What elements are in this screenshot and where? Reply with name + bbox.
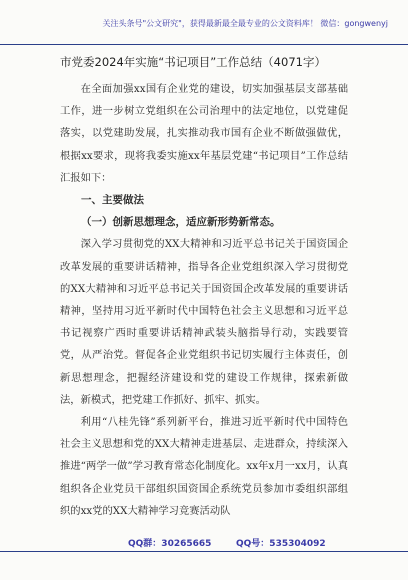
- intro-paragraph: 在全面加强xx国有企业党的建设，切实加强基层支部基础工作，进一步树立党组织在公司治理中的法定地位，以党建促落实，以党建助发展，扎实推动我市国有企业不断做强做优，根据xx要求，现将我委实施xx年基层党建“书记项目”工作总结汇报如下：: [60, 83, 348, 184]
- qq-number: QQ号：535304092: [236, 539, 326, 549]
- footer: [0, 534, 408, 552]
- qq-group: QQ群：30265665: [128, 539, 212, 549]
- header-band: [0, 14, 408, 45]
- footer-divider: [0, 551, 408, 552]
- header-notice: 关注头条号"公文研究"，获得最新最全最专业的公文资料库！ 微信：gongwenyj: [102, 19, 388, 28]
- document-title: 市党委2024年实施“书记项目”工作总结（4071字）: [60, 55, 326, 69]
- document-body: [60, 78, 348, 522]
- subsection-heading: （一）创新思想理念，适应新形势新常态。: [81, 216, 281, 229]
- body-paragraph: 利用“八桂先锋”系列新平台，推进习近平新时代中国特色社会主义思想和党的XX大精神走进基层、走进群众，持续深入推进“两学一做”学习教育常态化制度化。xx年x月一xx月，认真组织各企业党员干部组织国资国企系统党员参加市委组织部组织的xx党的XX大精神学习竞赛活动队: [60, 416, 348, 517]
- body-paragraph: 深入学习贯彻党的XX大精神和习近平总书记关于国资国企改革发展的重要讲话精神，指导各企业党组织深入学习贯彻党的XX大精神和习近平总书记关于国资国企改革发展的重要讲话精神，坚持用习近平新时代中国特色社会主义思想和习近平总书记视察广西时重要讲话精神武装头脑指导行动，实践要管党，从严治党。督促各企业党组织书记切实履行主体责任，创新思想理念，把握经济建设和党的建设工作规律，探索新做法，新模式，把党建工作抓好、抓牢、抓实。: [60, 238, 348, 406]
- section-heading: 一、主要做法: [81, 194, 144, 207]
